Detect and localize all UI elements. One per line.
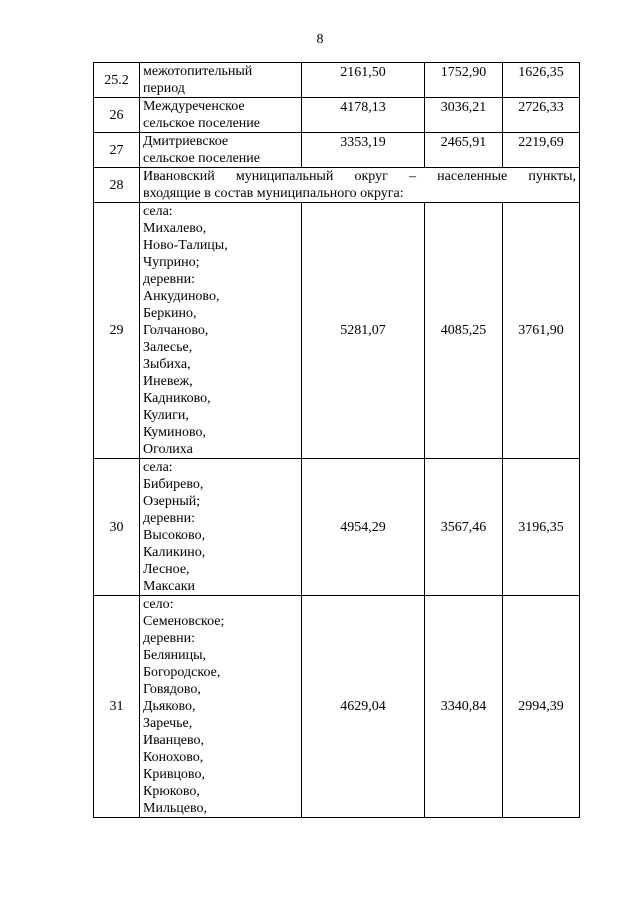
settlement-line: село:: [143, 597, 174, 612]
table-row: [94, 133, 580, 168]
table-row: [94, 168, 580, 203]
row-name: [140, 596, 302, 818]
table-row: [94, 63, 580, 98]
settlement-line: деревни:: [143, 511, 196, 526]
settlement-line: деревни:: [143, 631, 196, 646]
settlement-line: Высоково,: [143, 528, 206, 543]
settlement-line: Кулиги,: [143, 408, 189, 423]
district-heading-line: Ивановский муниципальный округ – населенные пункты,: [143, 169, 576, 184]
settlement-line: Семеновское;: [143, 614, 225, 629]
name-line: сельское поселение: [143, 116, 260, 131]
value-2: 3036,21: [425, 98, 503, 133]
value-3: 2994,39: [503, 596, 580, 818]
settlement-line: Зыбиха,: [143, 357, 191, 372]
value-1: 2161,50: [302, 63, 425, 98]
settlement-line: Лесное,: [143, 562, 190, 577]
value-3: 3761,90: [503, 203, 580, 459]
value-2: 2465,91: [425, 133, 503, 168]
value-1: 4178,13: [302, 98, 425, 133]
table-row: [94, 596, 580, 818]
name-line: период: [143, 81, 185, 96]
settlement-line: Залесье,: [143, 340, 193, 355]
settlement-line: Кривцово,: [143, 767, 205, 782]
settlement-line: Оголиха: [143, 442, 193, 457]
settlement-line: Крюково,: [143, 784, 200, 799]
district-heading-line: входящие в состав муниципального округа:: [143, 186, 404, 201]
settlement-line: Иневеж,: [143, 374, 193, 389]
value-2: 3340,84: [425, 596, 503, 818]
settlement-line: Анкудиново,: [143, 289, 220, 304]
row-number: 31: [94, 596, 140, 818]
name-line: сельское поселение: [143, 151, 260, 166]
row-number: 30: [94, 459, 140, 596]
value-3: 2726,33: [503, 98, 580, 133]
row-number: 29: [94, 203, 140, 459]
name-line: Междуреченское: [143, 99, 245, 114]
settlement-line: Озерный;: [143, 494, 201, 509]
value-2: 4085,25: [425, 203, 503, 459]
table-row: [94, 203, 580, 459]
row-number: 26: [94, 98, 140, 133]
settlement-line: Заречье,: [143, 716, 193, 731]
settlement-line: Куминово,: [143, 425, 206, 440]
value-2: 3567,46: [425, 459, 503, 596]
tariff-table: [93, 62, 580, 818]
page-number: 8: [316, 32, 324, 47]
value-1: 3353,19: [302, 133, 425, 168]
settlement-line: Чуприно;: [143, 255, 200, 270]
value-3: 3196,35: [503, 459, 580, 596]
value-1: 4629,04: [302, 596, 425, 818]
value-1: 5281,07: [302, 203, 425, 459]
settlement-line: Мильцево,: [143, 801, 208, 816]
settlement-line: Беркино,: [143, 306, 197, 321]
row-number: 28: [94, 168, 140, 203]
settlement-line: Кадниково,: [143, 391, 211, 406]
row-name: [140, 133, 302, 168]
value-1: 4954,29: [302, 459, 425, 596]
row-number: 27: [94, 133, 140, 168]
settlement-line: Михалево,: [143, 221, 207, 236]
settlement-line: Голчаново,: [143, 323, 209, 338]
settlement-line: Максаки: [143, 579, 196, 594]
settlement-line: Конохово,: [143, 750, 204, 765]
row-name: [140, 63, 302, 98]
settlement-line: деревни:: [143, 272, 196, 287]
table-row: [94, 459, 580, 596]
settlement-line: Бибирево,: [143, 477, 204, 492]
value-2: 1752,90: [425, 63, 503, 98]
settlement-line: Беляницы,: [143, 648, 207, 663]
settlement-line: Богородское,: [143, 665, 221, 680]
settlement-line: Иванцево,: [143, 733, 204, 748]
row-name: [140, 98, 302, 133]
settlement-line: села:: [143, 460, 173, 475]
settlement-line: села:: [143, 204, 173, 219]
value-3: 2219,69: [503, 133, 580, 168]
row-name: [140, 459, 302, 596]
value-3: 1626,35: [503, 63, 580, 98]
settlement-line: Каликино,: [143, 545, 206, 560]
settlement-line: Ново-Талицы,: [143, 238, 228, 253]
settlement-line: Говядово,: [143, 682, 201, 697]
row-name: [140, 203, 302, 459]
name-line: Дмитриевское: [143, 134, 229, 149]
row-number: 25.2: [94, 63, 140, 98]
settlement-line: Дьяково,: [143, 699, 196, 714]
table-row: [94, 98, 580, 133]
district-heading: [140, 168, 580, 203]
name-line: межотопительный: [143, 64, 253, 79]
